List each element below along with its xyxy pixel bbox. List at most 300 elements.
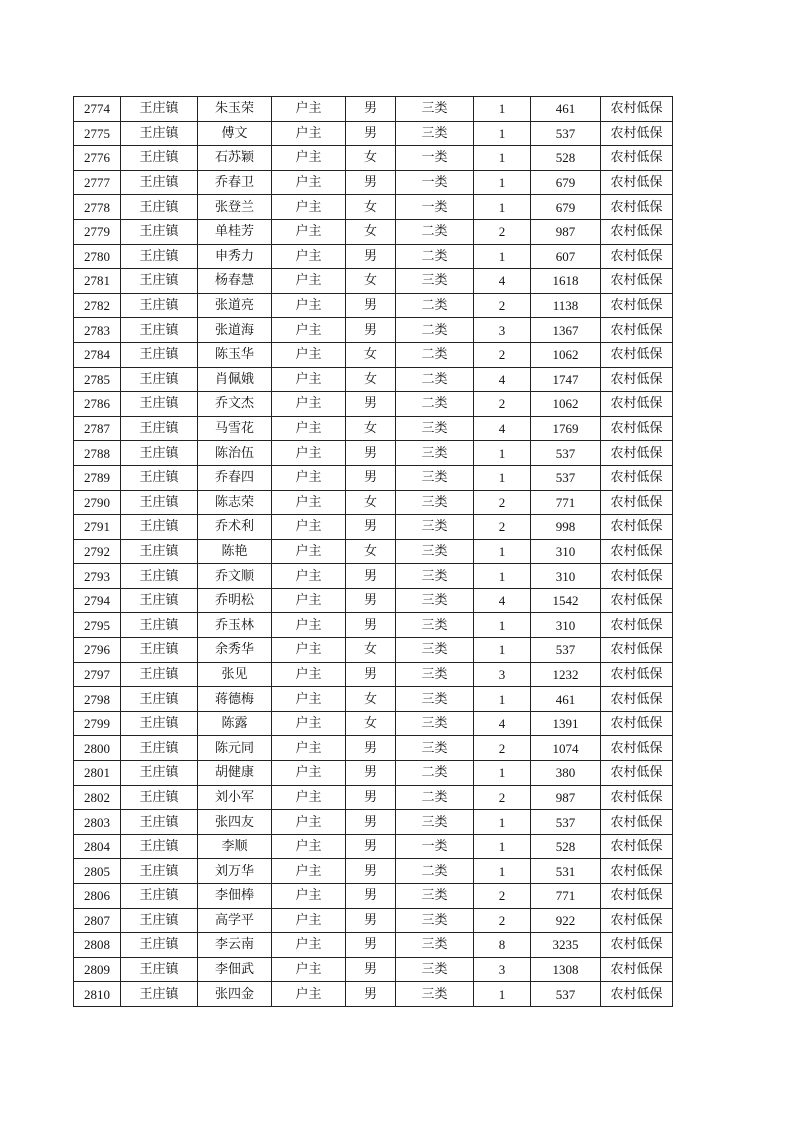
relation-cell: 户主 [272,982,346,1007]
table-row [74,219,673,244]
amount-cell: 461 [531,97,601,122]
gender-cell: 男 [346,97,396,122]
table-row [74,342,673,367]
gender-cell: 男 [346,859,396,884]
gender-cell: 男 [346,785,396,810]
gender-cell: 女 [346,490,396,515]
gender-cell: 男 [346,662,396,687]
town-cell: 王庄镇 [121,441,198,466]
household-size-cell: 4 [474,588,531,613]
table-row [74,293,673,318]
serial-number-cell: 2775 [74,121,121,146]
amount-cell: 1747 [531,367,601,392]
category-cell: 二类 [396,859,474,884]
name-cell: 余秀华 [198,638,272,663]
name-cell: 陈玉华 [198,342,272,367]
category-cell: 三类 [396,539,474,564]
table-row [74,392,673,417]
gender-cell: 男 [346,564,396,589]
serial-number-cell: 2794 [74,588,121,613]
table-row [74,170,673,195]
household-size-cell: 4 [474,711,531,736]
household-size-cell: 1 [474,564,531,589]
town-cell: 王庄镇 [121,761,198,786]
serial-number-cell: 2798 [74,687,121,712]
household-size-cell: 1 [474,195,531,220]
household-size-cell: 2 [474,908,531,933]
table-row [74,588,673,613]
relation-cell: 户主 [272,490,346,515]
gender-cell: 男 [346,515,396,540]
category-cell: 二类 [396,392,474,417]
relation-cell: 户主 [272,195,346,220]
serial-number-cell: 2810 [74,982,121,1007]
category-cell: 三类 [396,465,474,490]
serial-number-cell: 2807 [74,908,121,933]
town-cell: 王庄镇 [121,662,198,687]
table-row [74,367,673,392]
gender-cell: 男 [346,318,396,343]
category-cell: 三类 [396,490,474,515]
serial-number-cell: 2782 [74,293,121,318]
name-cell: 傅文 [198,121,272,146]
program-cell: 农村低保 [601,293,673,318]
household-size-cell: 1 [474,539,531,564]
amount-cell: 1074 [531,736,601,761]
amount-cell: 310 [531,613,601,638]
category-cell: 三类 [396,736,474,761]
gender-cell: 男 [346,121,396,146]
relation-cell: 户主 [272,613,346,638]
name-cell: 李云南 [198,933,272,958]
serial-number-cell: 2802 [74,785,121,810]
category-cell: 二类 [396,342,474,367]
category-cell: 三类 [396,982,474,1007]
table-row [74,318,673,343]
amount-cell: 987 [531,785,601,810]
program-cell: 农村低保 [601,539,673,564]
relation-cell: 户主 [272,293,346,318]
amount-cell: 771 [531,490,601,515]
program-cell: 农村低保 [601,834,673,859]
table-row [74,515,673,540]
household-size-cell: 2 [474,342,531,367]
gender-cell: 男 [346,613,396,638]
amount-cell: 1391 [531,711,601,736]
program-cell: 农村低保 [601,441,673,466]
town-cell: 王庄镇 [121,195,198,220]
gender-cell: 女 [346,195,396,220]
amount-cell: 998 [531,515,601,540]
name-cell: 李佃棒 [198,884,272,909]
amount-cell: 380 [531,761,601,786]
relation-cell: 户主 [272,908,346,933]
town-cell: 王庄镇 [121,269,198,294]
relation-cell: 户主 [272,638,346,663]
table-row [74,957,673,982]
household-size-cell: 2 [474,884,531,909]
serial-number-cell: 2804 [74,834,121,859]
gender-cell: 男 [346,884,396,909]
category-cell: 三类 [396,810,474,835]
town-cell: 王庄镇 [121,465,198,490]
amount-cell: 1542 [531,588,601,613]
category-cell: 二类 [396,219,474,244]
amount-cell: 461 [531,687,601,712]
name-cell: 李顺 [198,834,272,859]
serial-number-cell: 2799 [74,711,121,736]
relation-cell: 户主 [272,761,346,786]
town-cell: 王庄镇 [121,588,198,613]
household-size-cell: 1 [474,982,531,1007]
serial-number-cell: 2809 [74,957,121,982]
serial-number-cell: 2784 [74,342,121,367]
category-cell: 三类 [396,97,474,122]
program-cell: 农村低保 [601,761,673,786]
serial-number-cell: 2785 [74,367,121,392]
town-cell: 王庄镇 [121,884,198,909]
name-cell: 张道海 [198,318,272,343]
relation-cell: 户主 [272,121,346,146]
household-size-cell: 1 [474,834,531,859]
program-cell: 农村低保 [601,219,673,244]
relation-cell: 户主 [272,465,346,490]
relation-cell: 户主 [272,711,346,736]
program-cell: 农村低保 [601,146,673,171]
town-cell: 王庄镇 [121,170,198,195]
amount-cell: 1062 [531,392,601,417]
serial-number-cell: 2808 [74,933,121,958]
gender-cell: 女 [346,146,396,171]
category-cell: 三类 [396,416,474,441]
relation-cell: 户主 [272,588,346,613]
amount-cell: 537 [531,465,601,490]
category-cell: 一类 [396,195,474,220]
name-cell: 张四友 [198,810,272,835]
household-size-cell: 8 [474,933,531,958]
serial-number-cell: 2786 [74,392,121,417]
relation-cell: 户主 [272,441,346,466]
name-cell: 刘万华 [198,859,272,884]
household-size-cell: 1 [474,613,531,638]
household-size-cell: 4 [474,367,531,392]
amount-cell: 528 [531,146,601,171]
serial-number-cell: 2801 [74,761,121,786]
name-cell: 乔文顺 [198,564,272,589]
household-size-cell: 4 [474,269,531,294]
serial-number-cell: 2778 [74,195,121,220]
serial-number-cell: 2790 [74,490,121,515]
program-cell: 农村低保 [601,908,673,933]
name-cell: 蒋德梅 [198,687,272,712]
town-cell: 王庄镇 [121,318,198,343]
household-size-cell: 4 [474,416,531,441]
category-cell: 三类 [396,662,474,687]
serial-number-cell: 2781 [74,269,121,294]
relation-cell: 户主 [272,933,346,958]
gender-cell: 男 [346,736,396,761]
relation-cell: 户主 [272,736,346,761]
relation-cell: 户主 [272,957,346,982]
category-cell: 三类 [396,613,474,638]
category-cell: 二类 [396,318,474,343]
name-cell: 申秀力 [198,244,272,269]
gender-cell: 男 [346,588,396,613]
category-cell: 三类 [396,121,474,146]
table-row [74,195,673,220]
gender-cell: 女 [346,687,396,712]
town-cell: 王庄镇 [121,613,198,638]
relation-cell: 户主 [272,244,346,269]
name-cell: 陈元同 [198,736,272,761]
name-cell: 乔玉林 [198,613,272,638]
town-cell: 王庄镇 [121,638,198,663]
household-size-cell: 1 [474,441,531,466]
program-cell: 农村低保 [601,97,673,122]
table-row [74,736,673,761]
name-cell: 乔春四 [198,465,272,490]
category-cell: 三类 [396,933,474,958]
program-cell: 农村低保 [601,195,673,220]
table-row [74,441,673,466]
program-cell: 农村低保 [601,982,673,1007]
town-cell: 王庄镇 [121,515,198,540]
program-cell: 农村低保 [601,859,673,884]
category-cell: 二类 [396,785,474,810]
amount-cell: 537 [531,810,601,835]
table-row [74,539,673,564]
program-cell: 农村低保 [601,638,673,663]
category-cell: 三类 [396,588,474,613]
program-cell: 农村低保 [601,342,673,367]
program-cell: 农村低保 [601,490,673,515]
category-cell: 三类 [396,908,474,933]
serial-number-cell: 2797 [74,662,121,687]
category-cell: 二类 [396,367,474,392]
program-cell: 农村低保 [601,711,673,736]
household-size-cell: 1 [474,146,531,171]
program-cell: 农村低保 [601,588,673,613]
town-cell: 王庄镇 [121,859,198,884]
household-size-cell: 1 [474,687,531,712]
household-size-cell: 1 [474,97,531,122]
relation-cell: 户主 [272,342,346,367]
gender-cell: 男 [346,244,396,269]
household-size-cell: 2 [474,785,531,810]
program-cell: 农村低保 [601,662,673,687]
name-cell: 张四金 [198,982,272,1007]
gender-cell: 男 [346,392,396,417]
gender-cell: 女 [346,638,396,663]
amount-cell: 1232 [531,662,601,687]
serial-number-cell: 2791 [74,515,121,540]
gender-cell: 男 [346,810,396,835]
program-cell: 农村低保 [601,687,673,712]
program-cell: 农村低保 [601,736,673,761]
household-size-cell: 1 [474,244,531,269]
table-row [74,687,673,712]
name-cell: 肖佩娥 [198,367,272,392]
name-cell: 单桂芳 [198,219,272,244]
serial-number-cell: 2780 [74,244,121,269]
town-cell: 王庄镇 [121,539,198,564]
amount-cell: 1062 [531,342,601,367]
program-cell: 农村低保 [601,884,673,909]
relation-cell: 户主 [272,318,346,343]
program-cell: 农村低保 [601,957,673,982]
table-row [74,269,673,294]
amount-cell: 987 [531,219,601,244]
table-row [74,490,673,515]
serial-number-cell: 2806 [74,884,121,909]
name-cell: 乔术利 [198,515,272,540]
town-cell: 王庄镇 [121,711,198,736]
relation-cell: 户主 [272,269,346,294]
amount-cell: 537 [531,441,601,466]
household-size-cell: 2 [474,219,531,244]
gender-cell: 女 [346,539,396,564]
amount-cell: 537 [531,982,601,1007]
relation-cell: 户主 [272,170,346,195]
relation-cell: 户主 [272,416,346,441]
serial-number-cell: 2779 [74,219,121,244]
name-cell: 张见 [198,662,272,687]
town-cell: 王庄镇 [121,564,198,589]
table-row [74,564,673,589]
town-cell: 王庄镇 [121,687,198,712]
town-cell: 王庄镇 [121,146,198,171]
town-cell: 王庄镇 [121,392,198,417]
program-cell: 农村低保 [601,933,673,958]
serial-number-cell: 2793 [74,564,121,589]
table-row [74,121,673,146]
amount-cell: 679 [531,170,601,195]
town-cell: 王庄镇 [121,244,198,269]
gender-cell: 女 [346,219,396,244]
amount-cell: 3235 [531,933,601,958]
relation-cell: 户主 [272,146,346,171]
program-cell: 农村低保 [601,465,673,490]
table-row [74,884,673,909]
town-cell: 王庄镇 [121,342,198,367]
relation-cell: 户主 [272,785,346,810]
table-row [74,244,673,269]
category-cell: 一类 [396,834,474,859]
town-cell: 王庄镇 [121,219,198,244]
name-cell: 张登兰 [198,195,272,220]
gender-cell: 男 [346,441,396,466]
category-cell: 三类 [396,441,474,466]
household-size-cell: 1 [474,121,531,146]
table-row [74,982,673,1007]
table-body [74,97,673,1007]
relation-cell: 户主 [272,97,346,122]
town-cell: 王庄镇 [121,834,198,859]
table-row [74,933,673,958]
household-size-cell: 1 [474,761,531,786]
serial-number-cell: 2800 [74,736,121,761]
amount-cell: 537 [531,638,601,663]
name-cell: 石苏颖 [198,146,272,171]
town-cell: 王庄镇 [121,293,198,318]
amount-cell: 1308 [531,957,601,982]
relation-cell: 户主 [272,219,346,244]
name-cell: 胡健康 [198,761,272,786]
amount-cell: 771 [531,884,601,909]
name-cell: 陈志荣 [198,490,272,515]
amount-cell: 310 [531,564,601,589]
category-cell: 三类 [396,564,474,589]
household-size-cell: 2 [474,392,531,417]
household-size-cell: 2 [474,736,531,761]
serial-number-cell: 2774 [74,97,121,122]
relation-cell: 户主 [272,539,346,564]
program-cell: 农村低保 [601,392,673,417]
name-cell: 陈治伍 [198,441,272,466]
name-cell: 李佃武 [198,957,272,982]
household-size-cell: 1 [474,859,531,884]
program-cell: 农村低保 [601,244,673,269]
amount-cell: 531 [531,859,601,884]
town-cell: 王庄镇 [121,490,198,515]
gender-cell: 男 [346,761,396,786]
household-size-cell: 3 [474,957,531,982]
table-row [74,638,673,663]
serial-number-cell: 2796 [74,638,121,663]
gender-cell: 女 [346,367,396,392]
program-cell: 农村低保 [601,564,673,589]
category-cell: 三类 [396,711,474,736]
name-cell: 杨春慧 [198,269,272,294]
relation-cell: 户主 [272,662,346,687]
household-size-cell: 3 [474,318,531,343]
gender-cell: 男 [346,834,396,859]
relation-cell: 户主 [272,392,346,417]
town-cell: 王庄镇 [121,97,198,122]
program-cell: 农村低保 [601,613,673,638]
table-row [74,908,673,933]
town-cell: 王庄镇 [121,785,198,810]
household-size-cell: 2 [474,515,531,540]
name-cell: 乔明松 [198,588,272,613]
gender-cell: 男 [346,908,396,933]
serial-number-cell: 2792 [74,539,121,564]
name-cell: 乔文杰 [198,392,272,417]
program-cell: 农村低保 [601,367,673,392]
program-cell: 农村低保 [601,416,673,441]
amount-cell: 1138 [531,293,601,318]
program-cell: 农村低保 [601,810,673,835]
category-cell: 二类 [396,244,474,269]
gender-cell: 男 [346,465,396,490]
amount-cell: 310 [531,539,601,564]
assistance-roster-table [73,96,673,1007]
program-cell: 农村低保 [601,318,673,343]
serial-number-cell: 2787 [74,416,121,441]
serial-number-cell: 2795 [74,613,121,638]
name-cell: 张道亮 [198,293,272,318]
household-size-cell: 2 [474,490,531,515]
town-cell: 王庄镇 [121,810,198,835]
table-row [74,810,673,835]
serial-number-cell: 2777 [74,170,121,195]
relation-cell: 户主 [272,367,346,392]
program-cell: 农村低保 [601,785,673,810]
gender-cell: 男 [346,957,396,982]
table-row [74,834,673,859]
category-cell: 三类 [396,884,474,909]
town-cell: 王庄镇 [121,908,198,933]
